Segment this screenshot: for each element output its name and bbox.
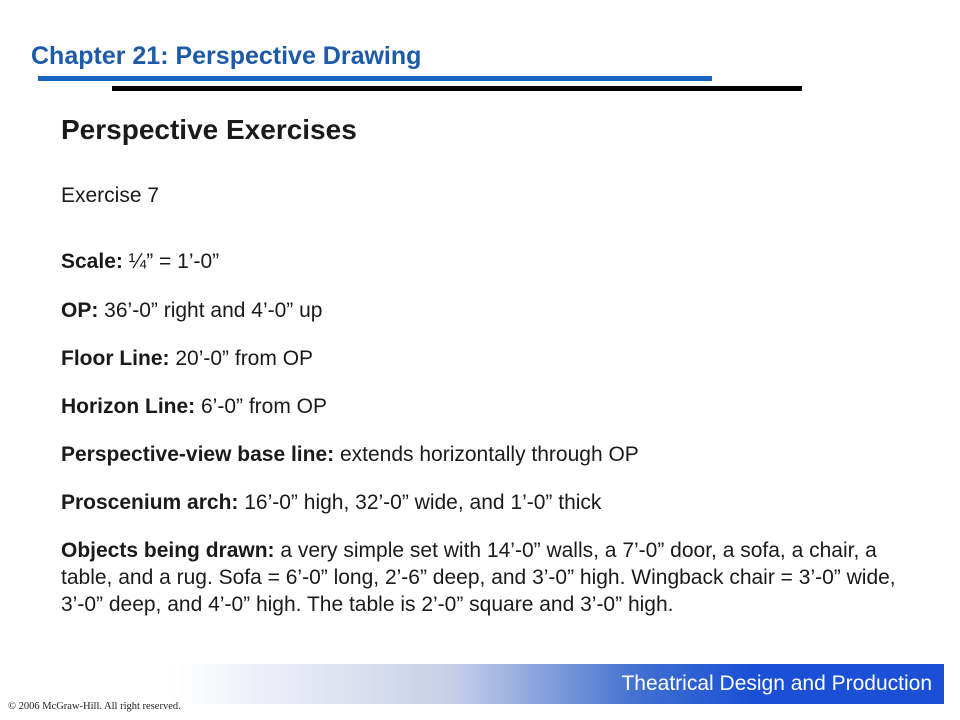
copyright-notice: © 2006 McGraw-Hill. All right reserved. — [8, 701, 181, 712]
spec-base-line — [61, 441, 639, 468]
spec-value: 16’-0” high, 32’-0” wide, and 1’-0” thick — [238, 491, 602, 514]
chapter-title: Chapter 21: Perspective Drawing — [31, 42, 422, 70]
footer-bar — [0, 664, 944, 704]
spec-value: 6’-0” from OP — [195, 395, 328, 418]
slide-title: Perspective Exercises — [61, 114, 357, 145]
spec-label: Objects being drawn: — [61, 539, 275, 562]
spec-label: OP: — [61, 299, 99, 322]
spec-value: extends horizontally through OP — [334, 443, 639, 466]
header-rule-black — [112, 86, 802, 91]
spec-value: ¼” = 1’-0” — [122, 250, 220, 273]
spec-floor-line — [61, 345, 313, 372]
footer-publication: Theatrical Design and Production — [621, 672, 932, 695]
header-rule-blue — [38, 76, 712, 81]
spec-label: Floor Line: — [61, 347, 170, 370]
spec-op — [61, 297, 322, 324]
spec-value: 36’-0” right and 4’-0” up — [98, 299, 323, 322]
spec-label: Scale: — [61, 250, 123, 273]
spec-label: Horizon Line: — [61, 395, 196, 418]
spec-value: 20’-0” from OP — [169, 347, 314, 370]
spec-value: a very simple set with 14’-0” walls, a 7’-0” door, a sofa, a chair, a table, and a rug. Sofa = 6’-0” long, 2’-6” deep, and 3’-0” high. Wingback chair = 3’-0” wide, 3’-0” deep, and 4’-0” high. The table is 2’-0” square and 3’-0” high. — [61, 539, 896, 616]
spec-scale — [61, 248, 219, 275]
spec-label: Perspective-view base line: — [61, 443, 335, 466]
spec-horizon-line — [61, 393, 327, 420]
exercise-label: Exercise 7 — [61, 184, 160, 207]
spec-proscenium-arch — [61, 489, 601, 516]
spec-label: Proscenium arch: — [61, 491, 239, 514]
spec-objects — [61, 537, 931, 618]
